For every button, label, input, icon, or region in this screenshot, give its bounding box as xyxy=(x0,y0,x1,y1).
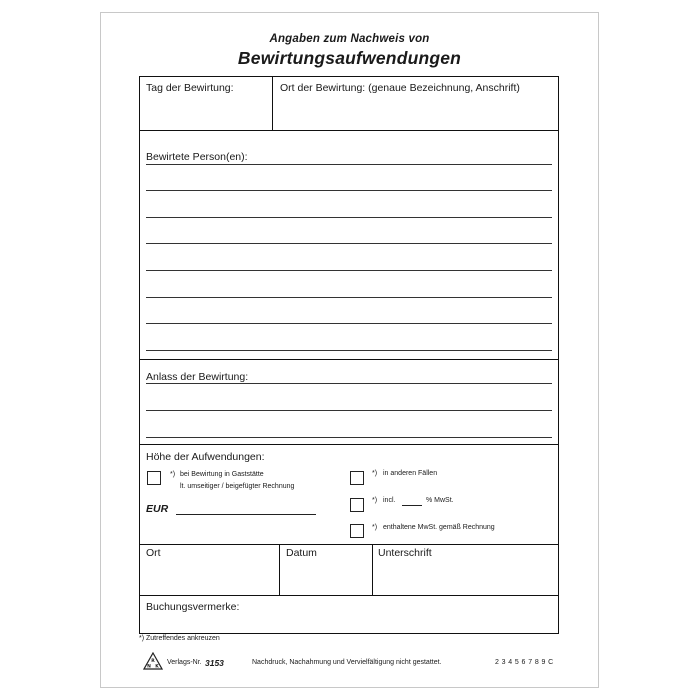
svg-text:N: N xyxy=(147,664,151,670)
mwst-percent-line[interactable] xyxy=(402,505,422,506)
publisher-logo xyxy=(143,652,163,670)
personen-line[interactable] xyxy=(146,297,552,298)
ort-bewirtung-label: Ort der Bewirtung: (genaue Bezeichnung, Anschrift) xyxy=(280,82,520,94)
ort-label: Ort xyxy=(146,547,161,559)
gaststaette-label: bei Bewirtung in Gaststätte xyxy=(180,471,264,478)
form-title: Bewirtungsaufwendungen xyxy=(237,48,462,68)
print-code: 2 3 4 5 6 7 8 9 C xyxy=(495,659,554,666)
personen-line[interactable] xyxy=(146,323,552,324)
row-divider xyxy=(140,130,558,131)
incl-mwst-checkbox[interactable] xyxy=(350,498,364,512)
anlass-line[interactable] xyxy=(146,437,552,438)
personen-line[interactable] xyxy=(146,217,552,218)
gaststaette-sublabel: lt. umseitiger / beigefügter Rechnung xyxy=(180,483,295,490)
enthaltene-label: enthaltene MwSt. gemäß Rechnung xyxy=(383,524,495,531)
personen-line[interactable] xyxy=(146,164,552,165)
personen-label: Bewirtete Person(en): xyxy=(146,151,248,163)
svg-text:K: K xyxy=(155,664,159,670)
star-mark: *) xyxy=(372,524,378,531)
buchung-label: Buchungsvermerke: xyxy=(146,601,240,613)
divider xyxy=(272,77,273,130)
row-divider xyxy=(140,359,558,360)
enthaltene-mwst-checkbox[interactable] xyxy=(350,524,364,538)
anlass-label: Anlass der Bewirtung: xyxy=(146,371,249,383)
mwst-label: % MwSt. xyxy=(426,497,454,504)
personen-line[interactable] xyxy=(146,270,552,271)
rnk-logo-icon xyxy=(143,652,163,670)
unterschrift-label: Unterschrift xyxy=(378,547,432,559)
andere-checkbox[interactable] xyxy=(350,471,364,485)
personen-line[interactable] xyxy=(146,243,552,244)
tag-label: Tag der Bewirtung: xyxy=(146,82,234,94)
hoehe-label: Höhe der Aufwendungen: xyxy=(146,451,265,463)
eur-amount-line[interactable] xyxy=(176,514,316,515)
anlass-line[interactable] xyxy=(146,383,552,384)
svg-text:R: R xyxy=(151,659,155,664)
verlag-label: Verlags-Nr. xyxy=(167,659,202,666)
divider xyxy=(372,544,373,595)
personen-line[interactable] xyxy=(146,190,552,191)
row-divider xyxy=(140,595,558,596)
verlag-nr: 3153 xyxy=(205,658,224,668)
row-divider xyxy=(140,544,558,545)
form-table xyxy=(139,76,559,634)
star-mark: *) xyxy=(372,470,378,477)
incl-label: incl. xyxy=(383,497,396,504)
star-mark: *) xyxy=(170,471,176,478)
star-mark: *) xyxy=(372,497,378,504)
anlass-line[interactable] xyxy=(146,410,552,411)
form-pretitle: Angaben zum Nachweis von xyxy=(269,33,430,45)
eur-label: EUR xyxy=(146,503,169,515)
form-sheet xyxy=(100,12,599,688)
gaststaette-checkbox[interactable] xyxy=(147,471,161,485)
personen-line[interactable] xyxy=(146,350,552,351)
andere-label: in anderen Fällen xyxy=(383,470,438,477)
divider xyxy=(279,544,280,595)
datum-label: Datum xyxy=(286,547,317,559)
row-divider xyxy=(140,444,558,445)
footnote: *) Zutreffendes ankreuzen xyxy=(139,635,220,642)
rights-notice: Nachdruck, Nachahmung und Vervielfältigung nicht gestattet. xyxy=(252,659,442,666)
